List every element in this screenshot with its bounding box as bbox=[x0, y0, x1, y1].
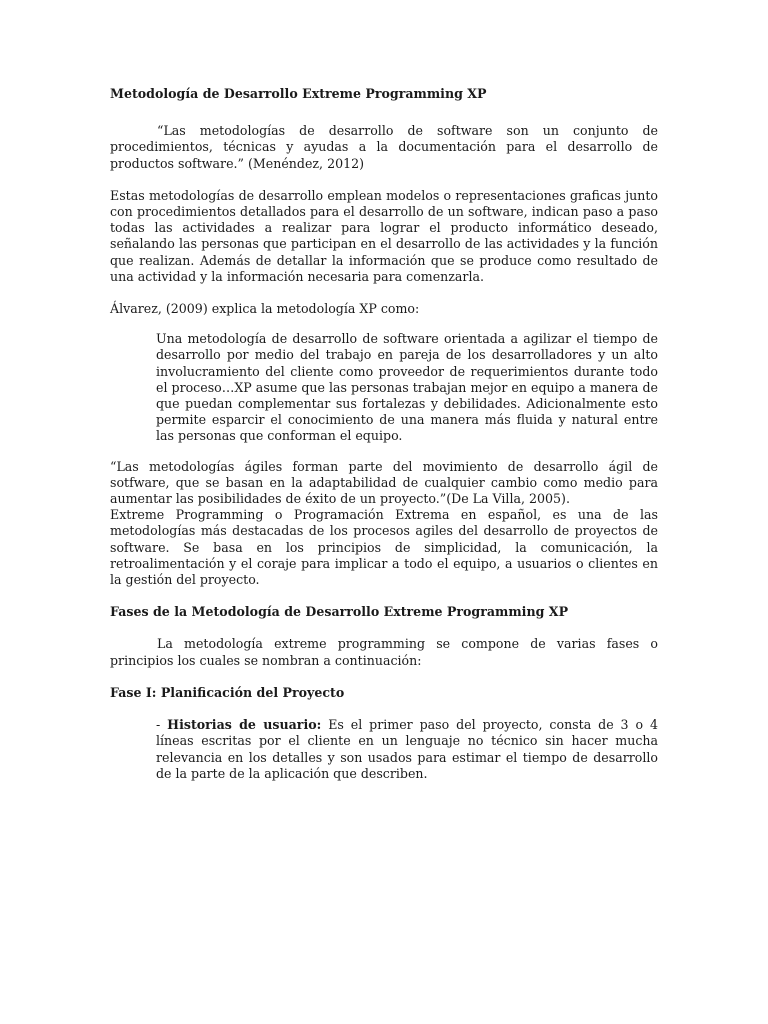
paragraph-extreme-programming: Extreme Programming o Programación Extrema en español, es una de las metodologías más destacadas de los procesos agiles del desarrollo de proyectos de software. Se basa en los principios de simplicidad, la comunicación, la retroalimentación y el coraje para implicar a todo el equipo, a usuarios o clientes en la gestión del proyecto. bbox=[110, 507, 658, 588]
bullet-historias-de-usuario bbox=[156, 717, 658, 782]
document-title: Metodología de Desarrollo Extreme Programming XP bbox=[110, 86, 487, 101]
block-quote-alvarez: Una metodología de desarrollo de software orientada a agilizar el tiempo de desarrollo por medio del trabajo en pareja de los desarrolladores y un alto involucramiento del cliente como proveedor de requerimientos durante todo el proceso…XP asume que las personas trabajan mejor en equipo a manera de que puedan complementar sus fortalezas y debilidades. Adicionalmente esto permite esparcir el conocimiento de una manera más fluida y natural entre las personas que conforman el equipo. bbox=[156, 331, 658, 444]
document-body bbox=[110, 86, 658, 782]
paragraph-fases: La metodología extreme programming se compone de varias fases o principios los cuales se nombran a continuación: bbox=[110, 636, 658, 668]
paragraph-methodologies: Estas metodologías de desarrollo emplean modelos o representaciones graficas junto con procedimientos detallados para el desarrollo de un software, indican paso a paso todas las actividades a realizar para lograr el producto informático deseado, señalando las personas que participan en el desarrollo de las actividades y la función que realizan. Además de detallar la información que se produce como resultado de una actividad y la información necesaria para comenzarla. bbox=[110, 187, 658, 284]
quote-de-la-villa: “Las metodologías ágiles forman parte del movimiento de desarrollo ágil de sotfware, que se basan en la adaptabilidad de cualquier cambio como medio para aumentar las posibilidades de éxito de un proyecto.”(De La Villa, 2005). bbox=[110, 458, 658, 507]
alvarez-intro: Álvarez, (2009) explica la metodología XP como: bbox=[110, 301, 420, 317]
heading-fase-1: Fase I: Planificación del Proyecto bbox=[110, 684, 345, 700]
bullet-term: Historias de usuario: bbox=[167, 717, 322, 733]
intro-quote: “Las metodologías de desarrollo de software son un conjunto de procedimientos, técnicas y ayudas a la documentación para el desarrollo de productos software.” (Menéndez, 2012) bbox=[110, 123, 658, 171]
bullet-prefix: - bbox=[156, 717, 168, 733]
heading-fases: Fases de la Metodología de Desarrollo Extreme Programming XP bbox=[110, 604, 569, 620]
bullet-text: Es el primer paso del proyecto, consta de 3 o 4 líneas escritas por el cliente en un lenguaje no técnico sin hacer mucha relevancia en los detalles y son usados para estimar el tiempo de desarrollo de la parte de la aplicación que describen. bbox=[156, 717, 658, 781]
